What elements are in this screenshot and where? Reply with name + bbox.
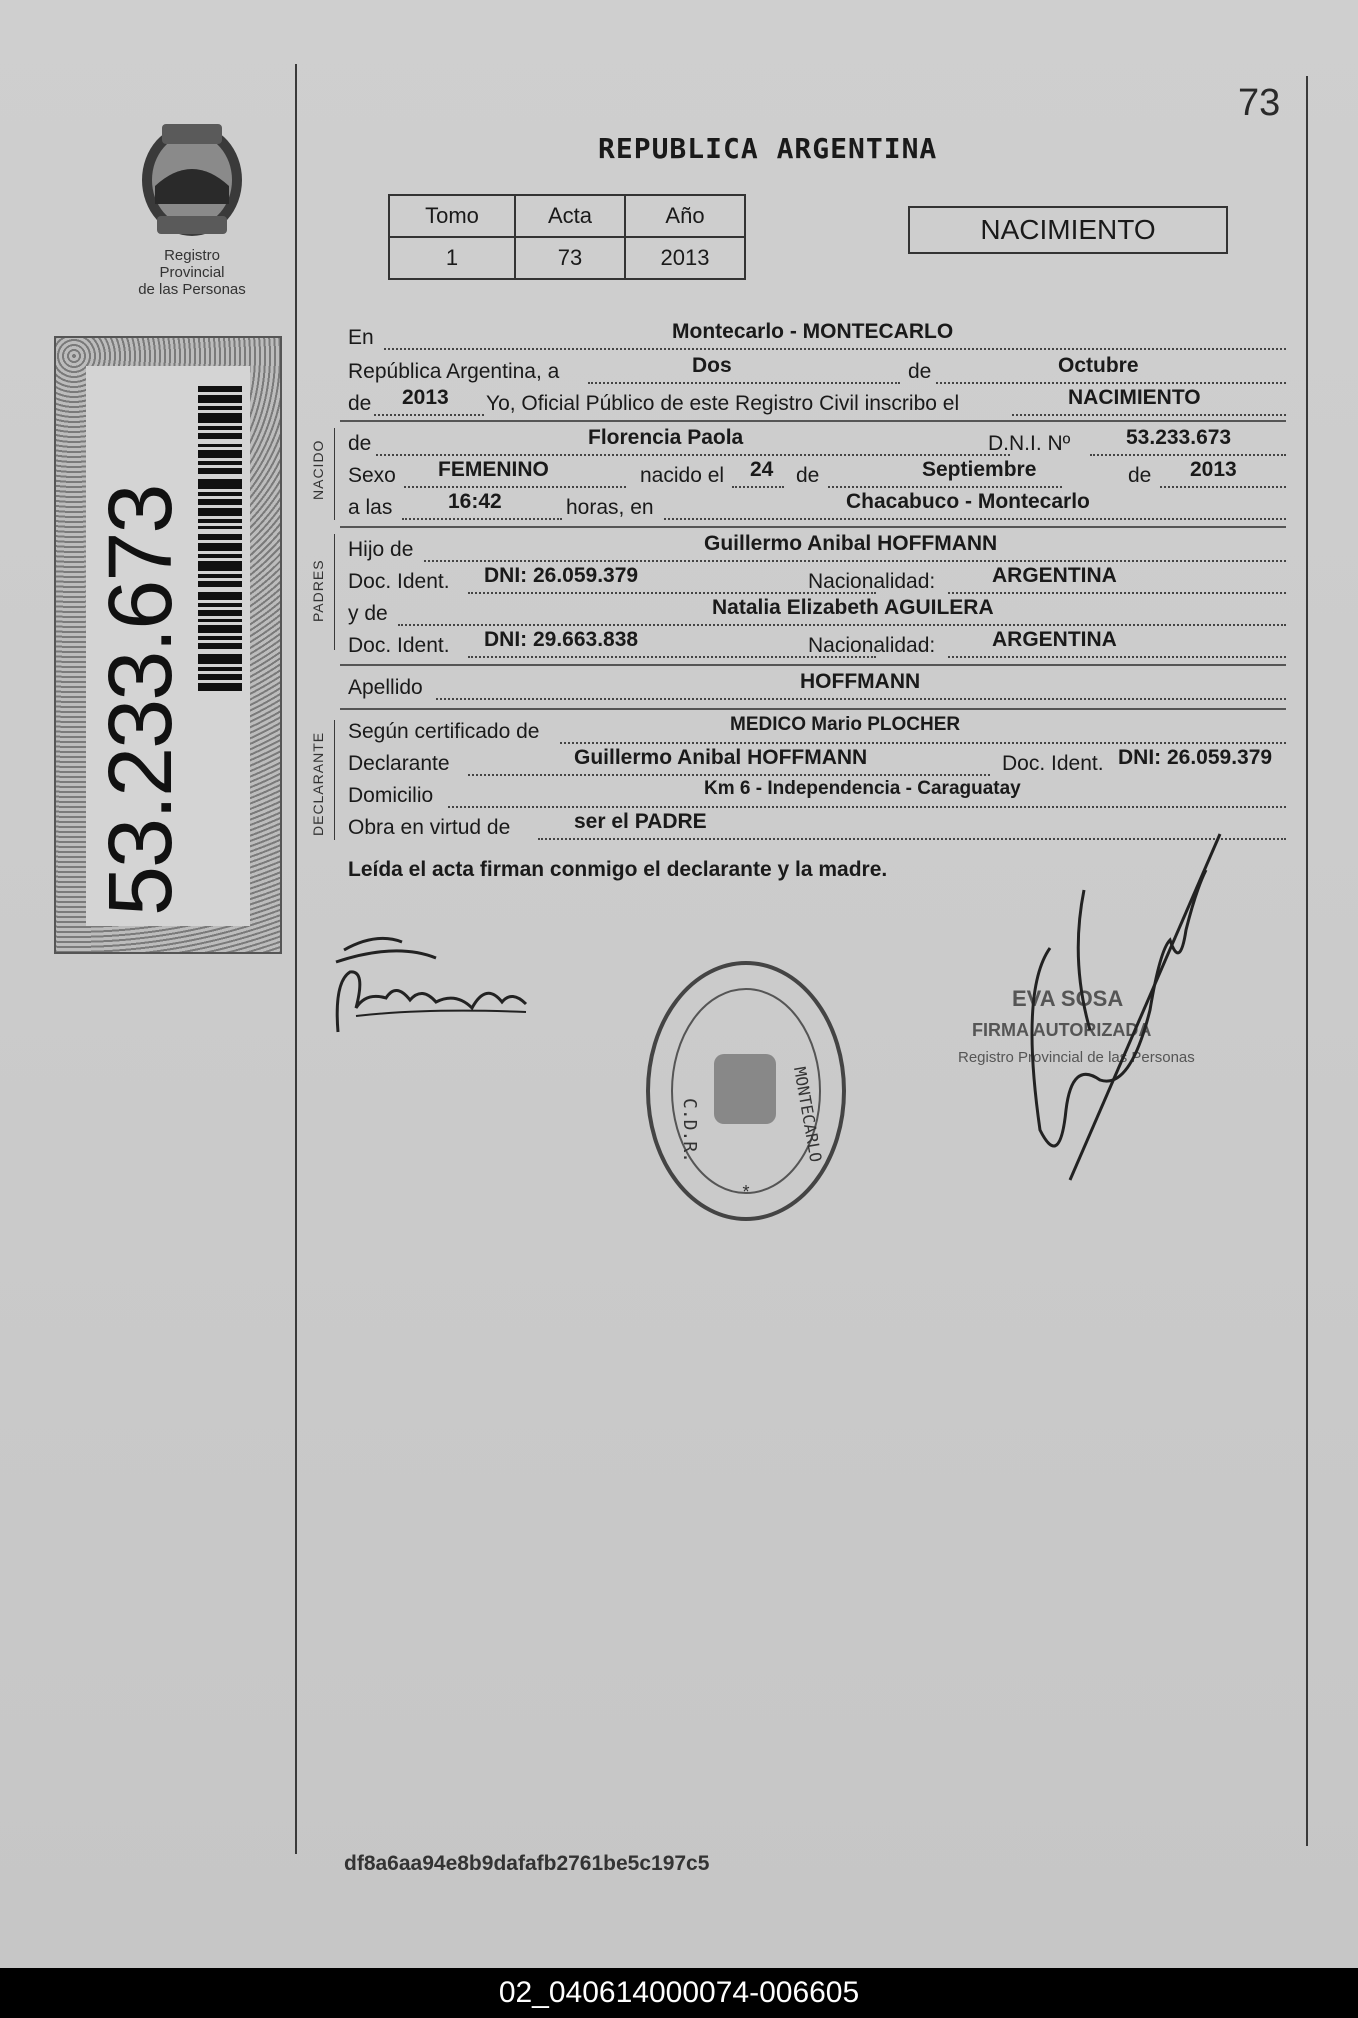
barcode-bar — [198, 683, 242, 691]
barcode-bar — [198, 413, 242, 423]
en-label: En — [348, 326, 374, 349]
nac2-label: Nacionalidad: — [808, 634, 936, 657]
acta-value: 73 — [515, 237, 625, 279]
barcode-bar — [198, 592, 242, 600]
svg-text:FIRMA AUTORIZADA: FIRMA AUTORIZADA — [972, 1020, 1152, 1040]
dots — [468, 774, 990, 776]
form-line-madre-doc — [348, 628, 1286, 662]
padre-value: Guillermo Anibal HOFFMANN — [704, 532, 998, 555]
doc3-label: Doc. Ident. — [1002, 752, 1104, 775]
obra-label: Obra en virtud de — [348, 816, 511, 839]
dni-value: 53.233.673 — [1126, 426, 1232, 449]
dots — [828, 486, 1062, 488]
nac-label: Nacionalidad: — [808, 570, 936, 593]
closing-text: Leída el acta firman conmigo el declarante y la madre. — [348, 858, 888, 881]
registry-value-row — [389, 237, 745, 279]
barcode-bar — [198, 561, 242, 571]
form-line-declarante — [348, 746, 1286, 780]
sexo-label: Sexo — [348, 464, 396, 487]
padre-dni-value: DNI: 26.059.379 — [484, 564, 639, 587]
barcode-dni-text: 53.233.673 — [91, 485, 191, 916]
province-seal-icon — [137, 112, 247, 242]
left-margin-line — [295, 64, 297, 1854]
form-line-madre — [348, 596, 1286, 630]
acta-header: Acta — [515, 195, 625, 237]
dots — [1012, 414, 1286, 416]
delegation-stamp-icon — [644, 958, 848, 1224]
dots — [436, 698, 1286, 700]
barcode-icon — [198, 386, 242, 906]
right-margin-line — [1306, 76, 1308, 1846]
domicilio-label: Domicilio — [348, 784, 434, 807]
barcode-bar — [198, 654, 242, 664]
hijo-label: Hijo de — [348, 538, 414, 561]
declarante-label: Declarante — [348, 752, 450, 775]
dots — [374, 414, 484, 416]
de4-label: de — [796, 464, 820, 487]
form-line-domicilio — [348, 778, 1286, 812]
dots — [732, 486, 784, 488]
declarante-dni-value: DNI: 26.059.379 — [1118, 746, 1273, 769]
inscribo-value: NACIMIENTO — [1068, 386, 1201, 409]
barcode-bar — [198, 543, 242, 551]
hora-value: 16:42 — [448, 490, 502, 513]
page-number: 73 — [1238, 82, 1281, 124]
barcode-bar — [198, 450, 242, 458]
form-line-hora — [348, 490, 1286, 524]
dots — [588, 382, 900, 384]
barcode-bar — [198, 395, 242, 403]
separator — [340, 708, 1286, 710]
declarante-value: Guillermo Anibal HOFFMANN — [574, 746, 868, 769]
lugar-value: Chacabuco - Montecarlo — [846, 490, 1090, 513]
sexo-value: FEMENINO — [438, 458, 549, 481]
dots — [664, 518, 1286, 520]
nac-anio-value: 2013 — [1190, 458, 1237, 481]
barcode-inner — [86, 366, 250, 926]
form-line-certificado — [348, 714, 1286, 748]
dia-value: Dos — [692, 354, 732, 377]
dni-label: D.N.I. Nº — [988, 432, 1071, 455]
form-line-sexo — [348, 458, 1286, 492]
section-bracket-declarante — [334, 720, 335, 840]
de3-label: de — [348, 432, 372, 455]
form-line-en — [348, 320, 1286, 354]
de-label: de — [908, 360, 932, 383]
separator — [340, 526, 1286, 528]
dots — [560, 742, 1286, 744]
cert-label: Según certificado de — [348, 720, 540, 743]
form-line-apellido — [348, 670, 1286, 704]
anio-value: 2013 — [625, 237, 745, 279]
dots — [404, 486, 626, 488]
acta-type-box: NACIMIENTO — [908, 206, 1228, 254]
section-label-nacido: NACIDO — [310, 439, 326, 500]
yo-text: Yo, Oficial Público de este Registro Civil inscribo el — [486, 392, 960, 415]
padre-nac-value: ARGENTINA — [992, 564, 1117, 587]
registry-table — [388, 194, 746, 280]
form-line-padre — [348, 532, 1286, 566]
registry-header-row — [389, 195, 745, 237]
svg-text:*: * — [742, 1182, 750, 1202]
dots — [402, 518, 562, 520]
dots — [384, 348, 1286, 350]
doc2-label: Doc. Ident. — [348, 634, 450, 657]
horas-label: horas, en — [566, 496, 654, 519]
dots — [424, 560, 1286, 562]
document-hash: df8a6aa94e8b9dafafb2761be5c197c5 — [344, 1852, 710, 1875]
nombre-value: Florencia Paola — [588, 426, 744, 449]
form-line-fecha — [348, 354, 1286, 388]
madre-nac-value: ARGENTINA — [992, 628, 1117, 651]
yde-label: y de — [348, 602, 388, 625]
svg-text:C.D.R.: C.D.R. — [679, 1098, 700, 1164]
dots — [376, 454, 1010, 456]
madre-value: Natalia Elizabeth AGUILERA — [712, 596, 994, 619]
domicilio-value: Km 6 - Independencia - Caraguatay — [704, 778, 1021, 799]
document-title: REPUBLICA ARGENTINA — [598, 132, 938, 165]
apellido-label: Apellido — [348, 676, 423, 699]
section-label-declarante: DECLARANTE — [310, 731, 326, 836]
separator — [340, 664, 1286, 666]
form-line-inscribo — [348, 386, 1286, 420]
dots — [1090, 454, 1286, 456]
mes-value: Octubre — [1058, 354, 1139, 377]
cert-value: MEDICO Mario PLOCHER — [730, 714, 961, 735]
barcode-bar — [198, 479, 242, 489]
form-line-nombre — [348, 426, 1286, 460]
nacido-label: nacido el — [640, 464, 725, 487]
official-signature-icon — [1010, 830, 1240, 1190]
form-line-padre-doc — [348, 564, 1286, 598]
province-logo — [132, 112, 252, 298]
doc-label: Doc. Ident. — [348, 570, 450, 593]
logo-caption-2: de las Personas — [138, 281, 246, 298]
nac-mes-value: Septiembre — [922, 458, 1037, 481]
barcode-bar — [198, 625, 242, 633]
anio-value: 2013 — [402, 386, 449, 409]
dots — [1160, 486, 1286, 488]
dots — [936, 382, 1286, 384]
tomo-value: 1 — [389, 237, 515, 279]
dots — [948, 656, 1286, 658]
obra-value: ser el PADRE — [574, 810, 707, 833]
de2-label: de — [348, 392, 372, 415]
declarant-signature-icon — [326, 912, 536, 1042]
logo-caption-1: Registro Provincial — [159, 247, 225, 281]
svg-text:Registro Provincial de las Per: Registro Provincial de las Personas — [958, 1049, 1195, 1066]
barcode-bar — [198, 508, 242, 516]
svg-text:MONTECARLO: MONTECARLO — [790, 1065, 826, 1164]
section-bracket-nacido — [334, 428, 335, 520]
de5-label: de — [1128, 464, 1152, 487]
nac-dia-value: 24 — [750, 458, 774, 481]
anio-header: Año — [625, 195, 745, 237]
republica-label: República Argentina, a — [348, 360, 560, 383]
dots — [448, 806, 1286, 808]
dots — [948, 592, 1286, 594]
section-bracket-padres — [334, 534, 335, 650]
apellido-value: HOFFMANN — [800, 670, 921, 693]
separator — [340, 420, 1286, 422]
svg-text:EVA SOSA: EVA SOSA — [1012, 986, 1124, 1011]
dots — [398, 624, 1286, 626]
tomo-header: Tomo — [389, 195, 515, 237]
footer-filename: 02_040614000074-006605 — [0, 1968, 1358, 2018]
section-label-padres: PADRES — [310, 559, 326, 622]
en-value: Montecarlo - MONTECARLO — [672, 320, 954, 343]
barcode-card — [54, 336, 282, 954]
alas-label: a las — [348, 496, 393, 519]
madre-dni-value: DNI: 29.663.838 — [484, 628, 639, 651]
